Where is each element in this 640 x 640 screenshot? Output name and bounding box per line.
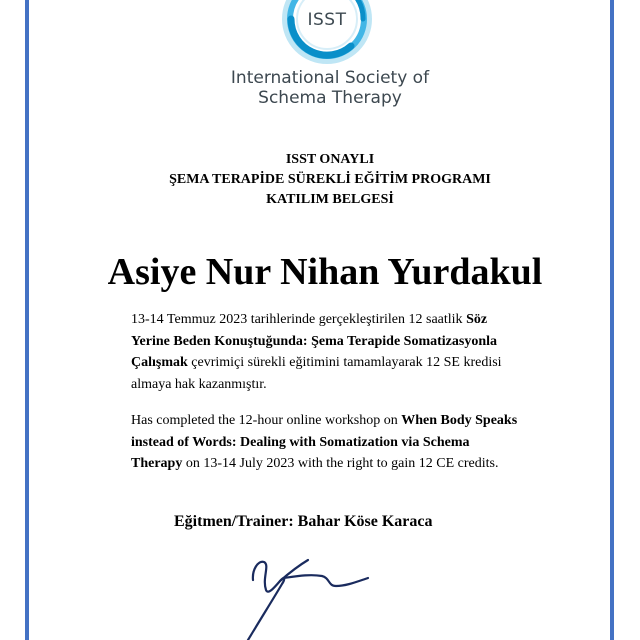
turkish-description-pre: 13-14 Temmuz 2023 tarihlerinde gerçekleştirilen 12 saatlik (131, 312, 467, 327)
trainer-label: Eğitmen/Trainer: Bahar Köse Karaca (174, 513, 433, 530)
english-description-post: on 13-14 July 2023 with the right to gain 12 CE credits. (182, 456, 499, 471)
logo-organization-name (200, 68, 460, 108)
page-border-left (25, 0, 29, 640)
logo-name-line1: International Society of (230, 68, 430, 88)
heading-line3: KATILIM BELGESİ (266, 192, 394, 207)
page-border-right (610, 0, 614, 640)
certificate-heading (100, 150, 560, 210)
english-description (131, 410, 521, 475)
turkish-description (131, 309, 521, 395)
turkish-description-post: çevrimiçi sürekli eğitimini tamamlayarak 12 SE kredisi almaya hak kazanmıştır. (131, 355, 502, 392)
english-description-pre: Has completed the 12-hour online workshop on (131, 413, 402, 428)
logo-abbreviation: ISST (307, 10, 347, 30)
turkish-workshop-title: Söz Yerine Beden Konuştuğunda: Şema Terapide Somatizasyonla Çalışmak (131, 312, 497, 370)
heading-line1: ISST ONAYLI (285, 152, 375, 167)
logo-name-line2: Schema Therapy (258, 88, 402, 108)
signature-icon (240, 548, 370, 640)
recipient-name: Asiye Nur Nihan Yurdakul (107, 251, 543, 293)
english-workshop-title: When Body Speaks instead of Words: Dealing with Somatization via Schema Therapy (131, 413, 518, 471)
heading-line2: ŞEMA TERAPİDE SÜREKLİ EĞİTİM PROGRAMI (169, 172, 491, 187)
